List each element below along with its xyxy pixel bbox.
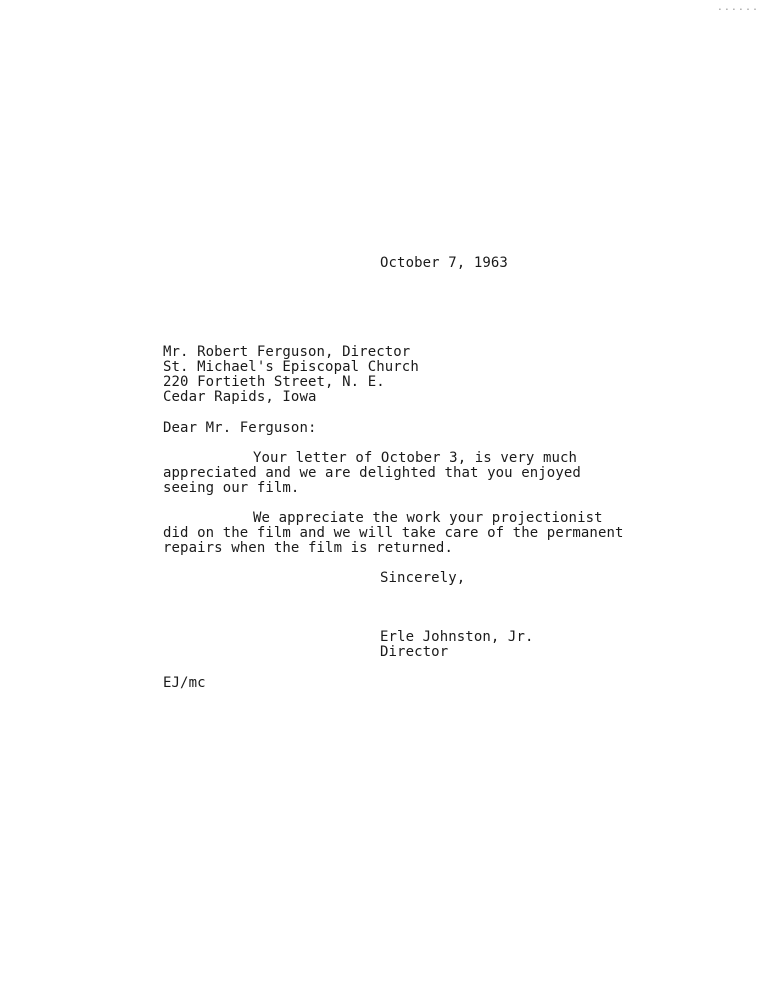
salutation: Dear Mr. Ferguson:	[163, 420, 317, 436]
reference-initials: EJ/mc	[163, 675, 206, 691]
recipient-line-3: 220 Fortieth Street, N. E.	[163, 374, 385, 390]
paragraph-1-line-2: appreciated and we are delighted that you enjoyed	[163, 465, 581, 481]
letter-date: October 7, 1963	[380, 255, 508, 271]
paragraph-1-line-1: Your letter of October 3, is very much	[253, 450, 578, 466]
closing: Sincerely,	[380, 570, 466, 586]
corner-mark: ......	[716, 2, 759, 13]
recipient-line-4: Cedar Rapids, Iowa	[163, 389, 317, 405]
recipient-line-2: St. Michael's Episcopal Church	[163, 359, 419, 375]
paragraph-2-line-2: did on the film and we will take care of the permanent	[163, 525, 624, 541]
signer-name: Erle Johnston, Jr.	[380, 629, 534, 645]
paragraph-2-line-1: We appreciate the work your projectionist	[253, 510, 603, 526]
recipient-line-1: Mr. Robert Ferguson, Director	[163, 344, 411, 360]
paragraph-2-line-3: repairs when the film is returned.	[163, 540, 453, 556]
paragraph-1-line-3: seeing our film.	[163, 480, 300, 496]
signer-title: Director	[380, 644, 449, 660]
